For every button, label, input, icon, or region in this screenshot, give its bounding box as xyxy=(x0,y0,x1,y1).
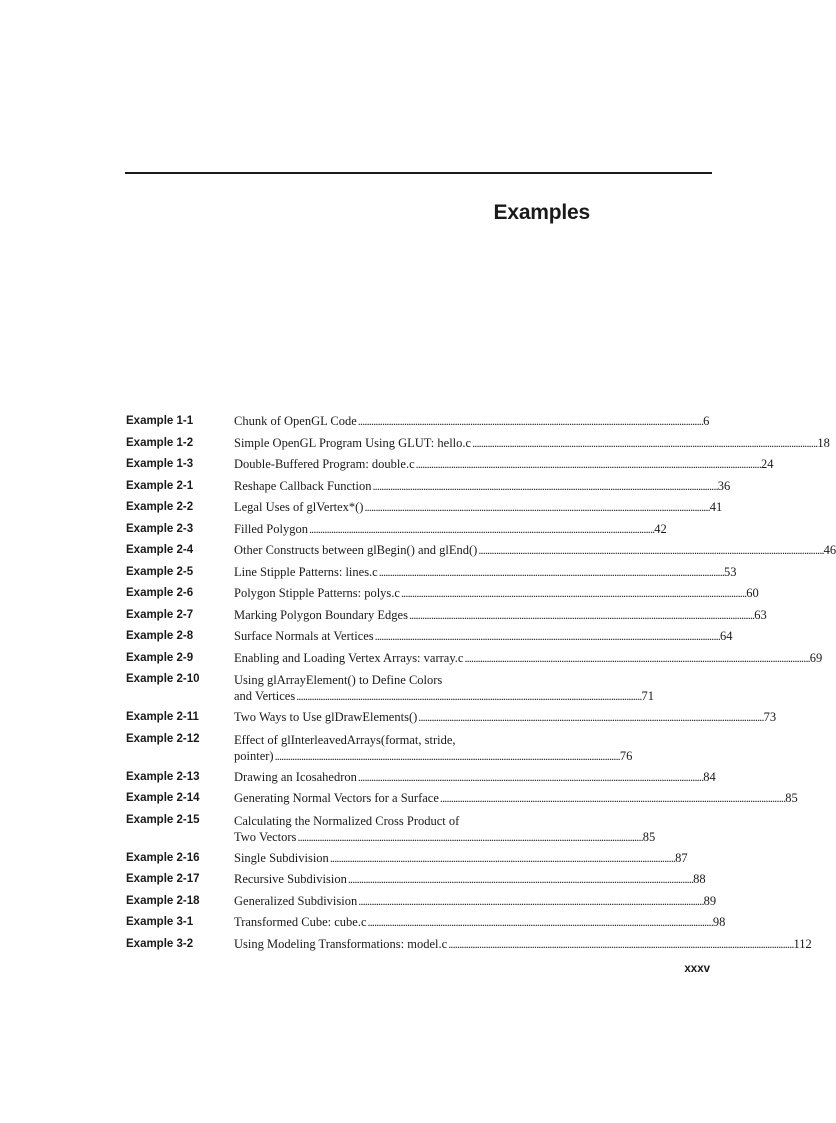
example-title-line xyxy=(234,433,830,455)
example-page-number: 64 xyxy=(719,629,733,643)
example-label: Example 2-8 xyxy=(126,630,194,642)
dot-leader xyxy=(448,934,792,956)
example-entry xyxy=(126,433,830,455)
example-description xyxy=(234,869,706,891)
example-title-text: Line Stipple Patterns: lines.c xyxy=(234,564,378,579)
example-title-line xyxy=(234,732,632,748)
example-page-number: 71 xyxy=(641,689,655,703)
example-title-text: pointer) xyxy=(234,748,274,763)
example-label: Example 2-5 xyxy=(126,565,194,578)
example-title-text: Filled Polygon xyxy=(234,521,308,536)
example-entry xyxy=(126,562,737,584)
dot-leader xyxy=(401,583,745,605)
examples-list xyxy=(126,411,836,955)
example-entry xyxy=(126,848,688,870)
example-title-line xyxy=(234,707,776,729)
example-label: Example 2-16 xyxy=(126,851,200,864)
example-page-number: 84 xyxy=(703,769,716,784)
example-description xyxy=(234,934,812,956)
example-label: Example 2-14 xyxy=(126,792,200,804)
example-title-text: Other Constructs between glBegin() and glEnd() xyxy=(234,543,478,557)
example-title-line xyxy=(234,519,667,541)
example-label: Example 2-11 xyxy=(126,711,199,723)
example-page-number: 63 xyxy=(754,607,767,622)
example-title-text: Polygon Stipple Patterns: polys.c xyxy=(234,586,400,600)
header-rule xyxy=(125,172,712,174)
example-title-line xyxy=(234,934,812,956)
example-title-line xyxy=(234,891,716,913)
example-description xyxy=(234,411,709,433)
example-description xyxy=(234,433,830,455)
example-title-text: Two Vectors xyxy=(234,829,297,844)
example-page-number: 76 xyxy=(619,748,633,763)
dot-leader xyxy=(368,912,712,934)
example-page-number: 41 xyxy=(709,500,723,514)
example-page-number: 73 xyxy=(763,710,777,724)
example-title-text: Enabling and Loading Vertex Arrays: varray.c xyxy=(234,650,464,665)
example-page-number: 24 xyxy=(760,457,774,471)
dot-leader xyxy=(358,767,702,789)
example-entry xyxy=(126,912,726,934)
page-number: xxxv xyxy=(684,963,710,975)
dot-leader xyxy=(478,540,822,562)
example-entry xyxy=(126,626,733,648)
example-title-line xyxy=(234,748,632,764)
example-description xyxy=(234,788,798,810)
example-entry xyxy=(126,476,731,498)
dot-leader xyxy=(358,411,702,433)
example-description xyxy=(234,583,759,605)
example-title-text: Single Subdivision xyxy=(234,850,329,865)
example-label: Example 2-4 xyxy=(126,544,194,556)
dot-leader xyxy=(296,688,640,704)
example-entry xyxy=(126,411,710,433)
example-entry xyxy=(126,869,706,891)
example-title-line xyxy=(234,583,759,605)
example-page-number: 53 xyxy=(724,564,737,579)
dot-leader xyxy=(275,748,619,764)
example-title-text: Chunk of OpenGL Code xyxy=(234,414,357,428)
example-title-text: Generating Normal Vectors for a Surface xyxy=(234,791,439,805)
example-page-number: 36 xyxy=(717,478,731,493)
example-title-line xyxy=(234,788,798,810)
example-label: Example 1-1 xyxy=(126,415,194,427)
example-entry xyxy=(126,540,836,562)
example-entry xyxy=(126,707,777,729)
example-title-line xyxy=(234,540,836,562)
dot-leader xyxy=(372,476,716,498)
example-title-text: Legal Uses of glVertex*() xyxy=(234,500,364,514)
example-description xyxy=(234,540,836,562)
example-entry xyxy=(126,497,723,519)
example-description xyxy=(234,729,632,767)
example-label: Example 3-1 xyxy=(126,916,194,928)
example-label: Example 2-13 xyxy=(126,770,200,783)
dot-leader xyxy=(440,788,784,810)
example-entry xyxy=(126,729,633,767)
example-title-text: Using glArrayElement() to Define Colors xyxy=(234,673,443,687)
example-title-text: Simple OpenGL Program Using GLUT: hello.c xyxy=(234,435,472,450)
example-label: Example 2-7 xyxy=(126,608,194,621)
dot-leader xyxy=(358,891,702,913)
example-description xyxy=(234,648,822,670)
example-description xyxy=(234,497,722,519)
example-entry xyxy=(126,934,812,956)
example-label: Example 1-2 xyxy=(126,436,194,449)
example-label: Example 2-2 xyxy=(126,501,194,513)
example-title-line xyxy=(234,672,654,688)
example-title-text: Transformed Cube: cube.c xyxy=(234,915,367,929)
example-description xyxy=(234,562,737,584)
example-title-text: Recursive Subdivision xyxy=(234,872,347,886)
example-title-text: Two Ways to Use glDrawElements() xyxy=(234,710,418,724)
example-label: Example 1-3 xyxy=(126,458,194,470)
example-label: Example 2-3 xyxy=(126,522,194,535)
example-title-line xyxy=(234,829,655,845)
example-description xyxy=(234,476,730,498)
dot-leader xyxy=(464,648,808,670)
example-page-number: 60 xyxy=(746,586,759,600)
example-title-text: Effect of glInterleavedArrays(format, stride, xyxy=(234,732,456,747)
example-description xyxy=(234,605,767,627)
example-entry xyxy=(126,788,798,810)
example-label: Example 2-12 xyxy=(126,732,200,745)
example-description xyxy=(234,912,725,934)
example-title-line xyxy=(234,688,654,704)
example-entry xyxy=(126,605,767,627)
example-label: Example 2-17 xyxy=(126,873,200,885)
example-title-line xyxy=(234,648,822,670)
example-title-text: Marking Polygon Boundary Edges xyxy=(234,607,408,622)
example-title-line xyxy=(234,869,706,891)
example-page-number: 89 xyxy=(703,893,717,908)
example-page-number: 88 xyxy=(693,872,706,886)
example-title-line xyxy=(234,626,732,648)
example-description xyxy=(234,626,732,648)
example-page-number: 46 xyxy=(823,543,836,557)
example-description xyxy=(234,810,655,848)
example-title-text: Generalized Subdivision xyxy=(234,893,358,908)
dot-leader xyxy=(297,829,641,845)
dot-leader xyxy=(364,497,708,519)
example-description xyxy=(234,454,773,476)
example-page-number: 18 xyxy=(817,435,830,450)
example-title-text: Drawing an Icosahedron xyxy=(234,769,357,784)
example-label: Example 2-10 xyxy=(126,673,200,685)
example-label: Example 2-15 xyxy=(126,813,200,826)
example-label: Example 2-18 xyxy=(126,894,200,907)
example-entry xyxy=(126,519,667,541)
dot-leader xyxy=(330,848,674,870)
example-title-line xyxy=(234,411,709,433)
dot-leader xyxy=(309,519,653,541)
example-title-line xyxy=(234,767,716,789)
example-title-line xyxy=(234,912,725,934)
example-entry xyxy=(126,810,656,848)
dot-leader xyxy=(418,707,762,729)
example-label: Example 2-6 xyxy=(126,587,194,599)
example-entry xyxy=(126,648,823,670)
dot-leader xyxy=(416,454,760,476)
page-title: Examples xyxy=(493,201,590,224)
example-page-number: 6 xyxy=(703,414,710,428)
example-entry xyxy=(126,767,716,789)
example-label: Example 2-9 xyxy=(126,651,194,664)
example-page-number: 85 xyxy=(642,829,656,844)
example-page-number: 85 xyxy=(785,791,798,805)
example-label: Example 2-1 xyxy=(126,479,194,492)
example-entry xyxy=(126,583,759,605)
example-label: Example 3-2 xyxy=(126,937,194,950)
example-description xyxy=(234,519,667,541)
example-description xyxy=(234,707,776,729)
example-title-text: Double-Buffered Program: double.c xyxy=(234,457,415,471)
example-title-line xyxy=(234,497,722,519)
dot-leader xyxy=(379,562,723,584)
example-description xyxy=(234,891,716,913)
dot-leader xyxy=(348,869,692,891)
example-title-text: Using Modeling Transformations: model.c xyxy=(234,936,448,951)
dot-leader xyxy=(375,626,719,648)
example-title-text: Reshape Callback Function xyxy=(234,478,372,493)
example-title-line xyxy=(234,813,655,829)
example-page-number: 87 xyxy=(675,850,688,865)
example-title-line xyxy=(234,605,767,627)
example-page-number: 98 xyxy=(712,915,726,929)
example-entry xyxy=(126,891,717,913)
example-entry xyxy=(126,669,655,707)
example-page-number: 42 xyxy=(654,521,667,536)
example-description xyxy=(234,767,716,789)
example-title-line xyxy=(234,476,730,498)
dot-leader xyxy=(472,433,816,455)
dot-leader xyxy=(409,605,753,627)
example-entry xyxy=(126,454,774,476)
example-title-line xyxy=(234,848,688,870)
example-description xyxy=(234,669,654,707)
example-description xyxy=(234,848,688,870)
example-title-text: Surface Normals at Vertices xyxy=(234,629,374,643)
example-title-text: and Vertices xyxy=(234,689,296,703)
example-page-number: 69 xyxy=(809,650,823,665)
example-title-line xyxy=(234,454,773,476)
example-title-line xyxy=(234,562,737,584)
example-page-number: 112 xyxy=(793,936,812,951)
example-title-text: Calculating the Normalized Cross Product of xyxy=(234,813,460,828)
